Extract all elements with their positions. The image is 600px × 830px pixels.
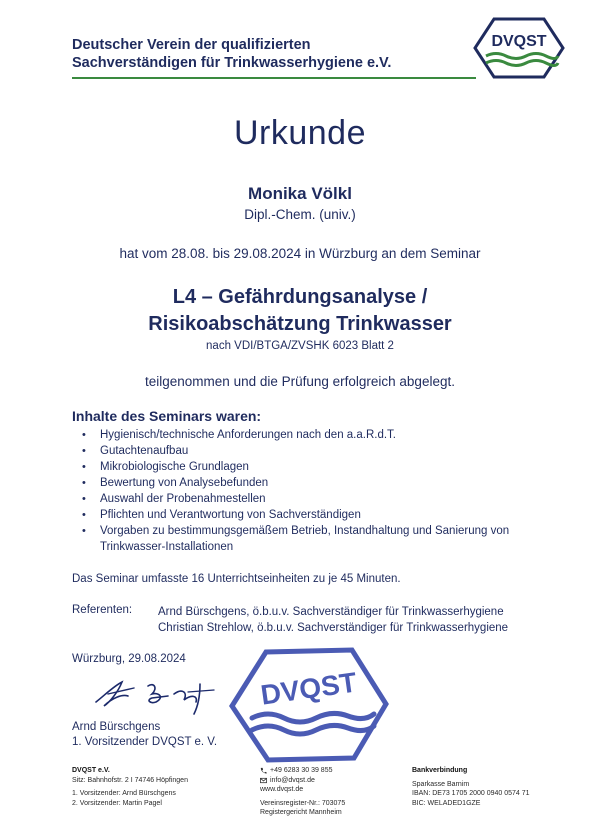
certificate-title: Urkunde xyxy=(233,114,366,152)
referenten-label: Referenten: xyxy=(72,604,133,616)
footer-address: Sitz: Bahnhofstr. 2 I 74746 Höpfingen xyxy=(72,776,188,784)
footer-chair1: 1. Vorsitzender: Arnd Bürschgens xyxy=(72,790,176,797)
contents-heading: Inhalte des Seminars waren: xyxy=(72,408,262,424)
referent-item: Christian Strehlow, ö.b.u.v. Sachverständiger für Trinkwasserhygiene xyxy=(158,622,509,634)
logo-text: DVQST xyxy=(491,33,547,50)
footer-chair2: 2. Vorsitzender: Martin Pagel xyxy=(72,799,162,807)
list-item: • Vorgaben zu bestimmungsgemäßem Betrieb, Instandhaltung und Sanierung von Trinkwasser-Installationen xyxy=(82,523,552,555)
footer-association xyxy=(72,766,188,808)
list-item: • Bewertung von Analysebefunden xyxy=(82,475,552,491)
dvqst-stamp xyxy=(226,646,392,764)
dvqst-logo xyxy=(472,16,566,80)
footer-phone: +49 6283 30 39 855 xyxy=(270,767,333,774)
footer-website: www.dvqst.de xyxy=(260,786,304,793)
contents-list xyxy=(82,427,552,555)
signer-name: Arnd Bürschgens xyxy=(72,721,161,733)
footer-register-court: Registergericht Mannheim xyxy=(260,809,342,816)
footer-bank-name: Sparkasse Barnim xyxy=(412,780,470,788)
phone-icon xyxy=(260,767,267,774)
list-item: • Gutachtenaufbau xyxy=(82,443,552,459)
footer-bank xyxy=(412,766,530,808)
list-item: • Auswahl der Probenahmestellen xyxy=(82,491,552,507)
footer xyxy=(0,766,600,830)
recipient-name: Monika Völkl xyxy=(248,184,352,203)
teaching-units: Das Seminar umfasste 16 Unterrichtseinheiten zu je 45 Minuten. xyxy=(72,573,401,585)
organization-name xyxy=(72,36,391,72)
header-divider xyxy=(72,77,476,79)
referent-item: Arnd Bürschgens, ö.b.u.v. Sachverständiger für Trinkwasserhygiene xyxy=(158,606,504,618)
seminar-title-line1: L4 – Gefährdungsanalyse / xyxy=(172,286,428,308)
list-item: • Mikrobiologische Grundlagen xyxy=(82,459,552,475)
stamp-text: DVQST xyxy=(258,666,359,711)
exam-passed-statement: teilgenommen und die Prüfung erfolgreich abgelegt. xyxy=(145,374,455,389)
footer-bic: BIC: WELADED1GZE xyxy=(412,799,481,807)
referenten-list xyxy=(158,604,508,636)
footer-contact xyxy=(260,766,345,818)
handwritten-signature xyxy=(88,672,238,716)
organization-name-line1: Deutscher Verein der qualifizierten xyxy=(72,37,311,53)
email-icon xyxy=(260,777,267,784)
seminar-title xyxy=(0,284,600,338)
seminar-norm: nach VDI/BTGA/ZVSHK 6023 Blatt 2 xyxy=(206,340,394,352)
footer-email: info@dvqst.de xyxy=(270,776,315,784)
recipient-degree: Dipl.-Chem. (univ.) xyxy=(244,207,356,222)
seminar-title-line2: Risikoabschätzung Trinkwasser xyxy=(148,313,452,335)
footer-iban: IBAN: DE73 1705 2000 0940 0574 71 xyxy=(412,790,530,797)
seminar-intro: hat vom 28.08. bis 29.08.2024 in Würzburg an dem Seminar xyxy=(119,246,481,261)
footer-association-name: DVQST e.V. xyxy=(72,767,110,774)
list-item: • Pflichten und Verantwortung von Sachverständigen xyxy=(82,507,552,523)
organization-name-line2: Sachverständigen für Trinkwasserhygiene e.V. xyxy=(72,55,392,71)
place-date: Würzburg, 29.08.2024 xyxy=(72,653,186,665)
signer xyxy=(72,720,217,750)
list-item: • Hygienisch/technische Anforderungen nach den a.a.R.d.T. xyxy=(82,427,552,443)
footer-register-no: Vereinsregister-Nr.: 703075 xyxy=(260,799,346,807)
footer-bank-heading: Bankverbindung xyxy=(412,767,468,774)
signer-role: 1. Vorsitzender DVQST e. V. xyxy=(72,736,218,748)
